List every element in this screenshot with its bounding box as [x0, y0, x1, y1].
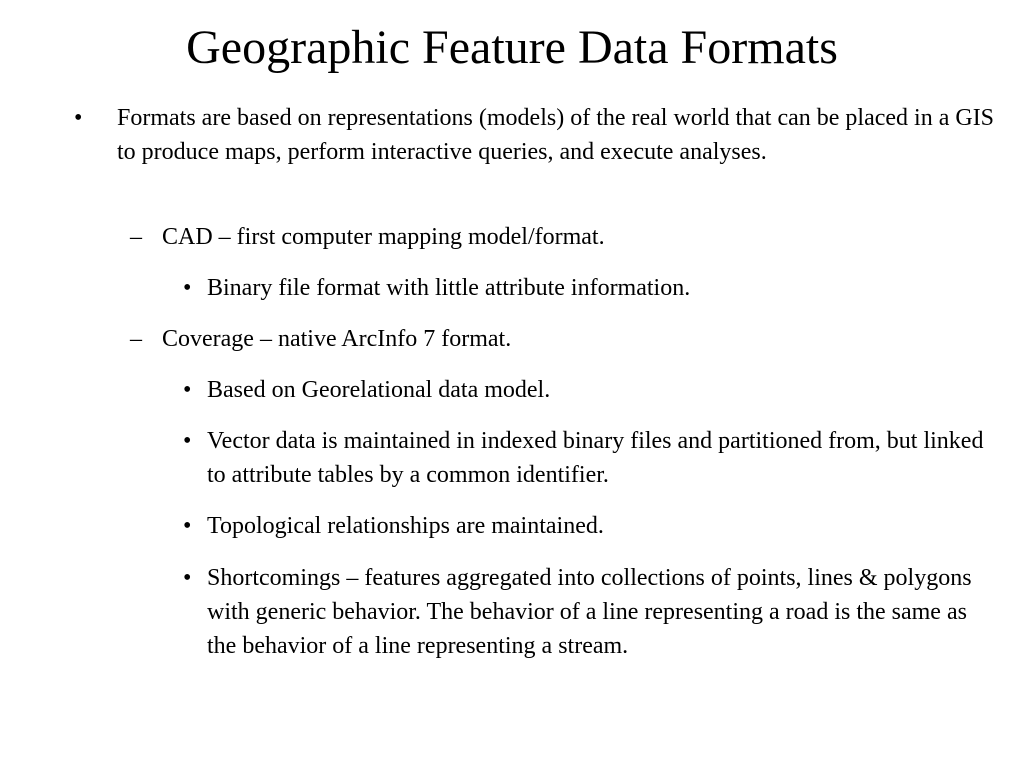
subsubbullet-topological [183, 509, 997, 543]
subsubbullet-vector [183, 424, 997, 492]
subsubbullet-text: Binary file format with little attribute information. [207, 275, 691, 301]
subsubbullet-shortcomings [183, 561, 997, 663]
subsubbullet-georelational [183, 373, 997, 407]
bullet-formats [74, 101, 997, 169]
subsubbullet-text: Shortcomings – features aggregated into collections of points, lines & polygons with generic behavior. The behavior of a line representing a road is the same as the behavior of a line representing a stream. [207, 565, 972, 659]
subbullet-text: CAD – first computer mapping model/format. [162, 224, 605, 250]
subbullet-cad [130, 220, 982, 254]
bullet-marker: • [183, 377, 192, 403]
slide-title: Geographic Feature Data Formats [186, 21, 838, 74]
subbullet-text: Coverage – native ArcInfo 7 format. [162, 326, 512, 352]
bullet-text: Formats are based on representations (models) of the real world that can be placed in a GIS to produce maps, perform interactive queries, and execute analyses. [117, 105, 995, 165]
bullet-marker: • [183, 565, 192, 591]
subsubbullet-text: Vector data is maintained in indexed binary files and partitioned from, but linked to attribute tables by a common identifier. [207, 428, 984, 488]
bullet-marker: • [183, 275, 192, 301]
subbullet-coverage [130, 322, 982, 356]
subsubbullet-text: Topological relationships are maintained. [207, 513, 604, 539]
bullet-marker: • [183, 513, 192, 539]
subsubbullet-binary [183, 271, 997, 305]
bullet-marker: • [74, 105, 83, 131]
dash-marker: – [130, 326, 142, 352]
bullet-marker: • [183, 428, 192, 454]
subsubbullet-text: Based on Georelational data model. [207, 377, 551, 403]
dash-marker: – [130, 224, 142, 250]
